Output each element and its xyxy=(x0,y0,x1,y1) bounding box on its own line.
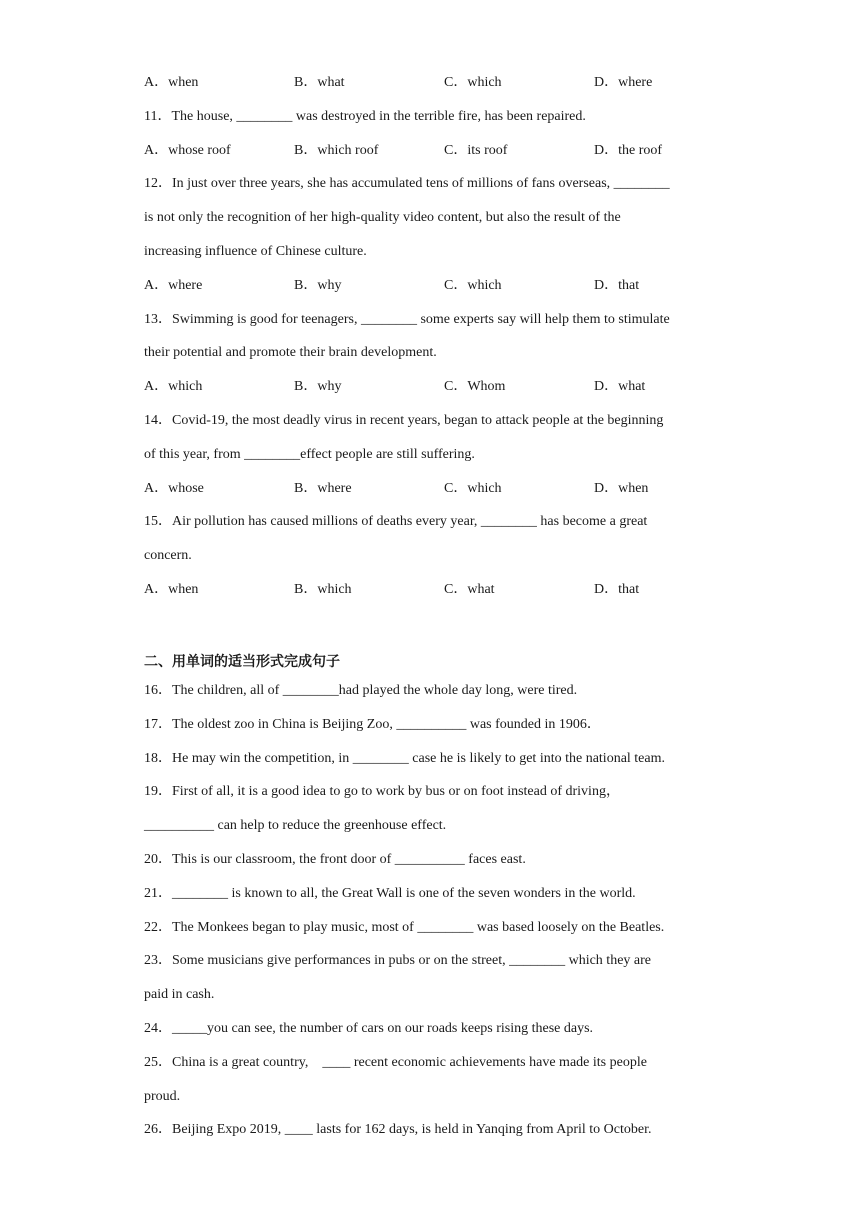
option-c: C．which xyxy=(444,75,502,90)
question-26-text: 26．Beijing Expo 2019, ____ lasts for 162 days, is held in Yanqing from April to October. xyxy=(144,1122,652,1137)
option-d: D．what xyxy=(594,379,646,394)
option-c: C．which xyxy=(444,481,502,496)
question-24-text: 24．_____you can see, the number of cars on our roads keeps rising these days. xyxy=(144,1021,594,1036)
question-16-text: 16．The children, all of ________had played the whole day long, were tired. xyxy=(144,683,578,698)
question-15-line-2: concern. xyxy=(144,548,192,563)
option-a: A．where xyxy=(144,278,203,293)
question-18-text: 18．He may win the competition, in ________ case he is likely to get into the national team. xyxy=(144,751,666,766)
option-b: B．where xyxy=(294,481,352,496)
option-c: C．which xyxy=(444,278,502,293)
option-c: C．Whom xyxy=(444,379,506,394)
question-13-line-1: 13．Swimming is good for teenagers, ________ some experts say will help them to stimulate xyxy=(144,312,670,327)
question-15-line-1: 15．Air pollution has caused millions of deaths every year, ________ has become a great xyxy=(144,514,648,529)
option-b: B．why xyxy=(294,278,342,293)
question-11-text: 11．The house, ________ was destroyed in the terrible fire, has been repaired. xyxy=(144,109,586,124)
option-b: B．which xyxy=(294,582,352,597)
question-25-line-2: proud. xyxy=(144,1089,181,1104)
option-b: B．why xyxy=(294,379,342,394)
question-14-line-1: 14．Covid-19, the most deadly virus in recent years, began to attack people at the beginning xyxy=(144,413,664,428)
option-a: A．whose xyxy=(144,481,204,496)
question-14-line-2: of this year, from ________effect people are still suffering. xyxy=(144,447,475,462)
section-heading: 二、用单词的适当形式完成句子 xyxy=(144,654,340,670)
question-21-text: 21．________ is known to all, the Great Wall is one of the seven wonders in the world. xyxy=(144,886,636,901)
question-19-line-2: __________ can help to reduce the greenhouse effect. xyxy=(144,818,447,833)
question-12-line-1: 12．In just over three years, she has accumulated tens of millions of fans overseas, ________ xyxy=(144,176,670,191)
option-a: A．whose roof xyxy=(144,143,231,158)
question-23-line-1: 23．Some musicians give performances in pubs or on the street, ________ which they are xyxy=(144,953,651,968)
question-25-line-1: 25．China is a great country, ____ recent economic achievements have made its people xyxy=(144,1055,647,1070)
question-19-line-1: 19．First of all, it is a good idea to go to work by bus or on foot instead of driving， xyxy=(144,784,620,799)
option-b: B．which roof xyxy=(294,143,379,158)
option-d: D．where xyxy=(594,75,653,90)
option-a: A．which xyxy=(144,379,203,394)
question-17-text: 17．The oldest zoo in China is Beijing Zoo, __________ was founded in 1906． xyxy=(144,717,601,732)
option-a: A．when xyxy=(144,75,199,90)
option-d: D．when xyxy=(594,481,649,496)
question-12-line-3: increasing influence of Chinese culture. xyxy=(144,244,367,259)
option-b: B．what xyxy=(294,75,345,90)
option-c: C．what xyxy=(444,582,495,597)
question-22-text: 22．The Monkees began to play music, most of ________ was based loosely on the Beatles. xyxy=(144,920,665,935)
option-d: D．that xyxy=(594,582,640,597)
question-13-line-2: their potential and promote their brain development. xyxy=(144,345,437,360)
option-d: D．the roof xyxy=(594,143,663,158)
option-d: D．that xyxy=(594,278,640,293)
option-c: C．its roof xyxy=(444,143,508,158)
option-a: A．when xyxy=(144,582,199,597)
question-20-text: 20．This is our classroom, the front door of __________ faces east. xyxy=(144,852,526,867)
question-23-line-2: paid in cash. xyxy=(144,987,215,1002)
question-12-line-2: is not only the recognition of her high-quality video content, but also the result of the xyxy=(144,210,621,225)
